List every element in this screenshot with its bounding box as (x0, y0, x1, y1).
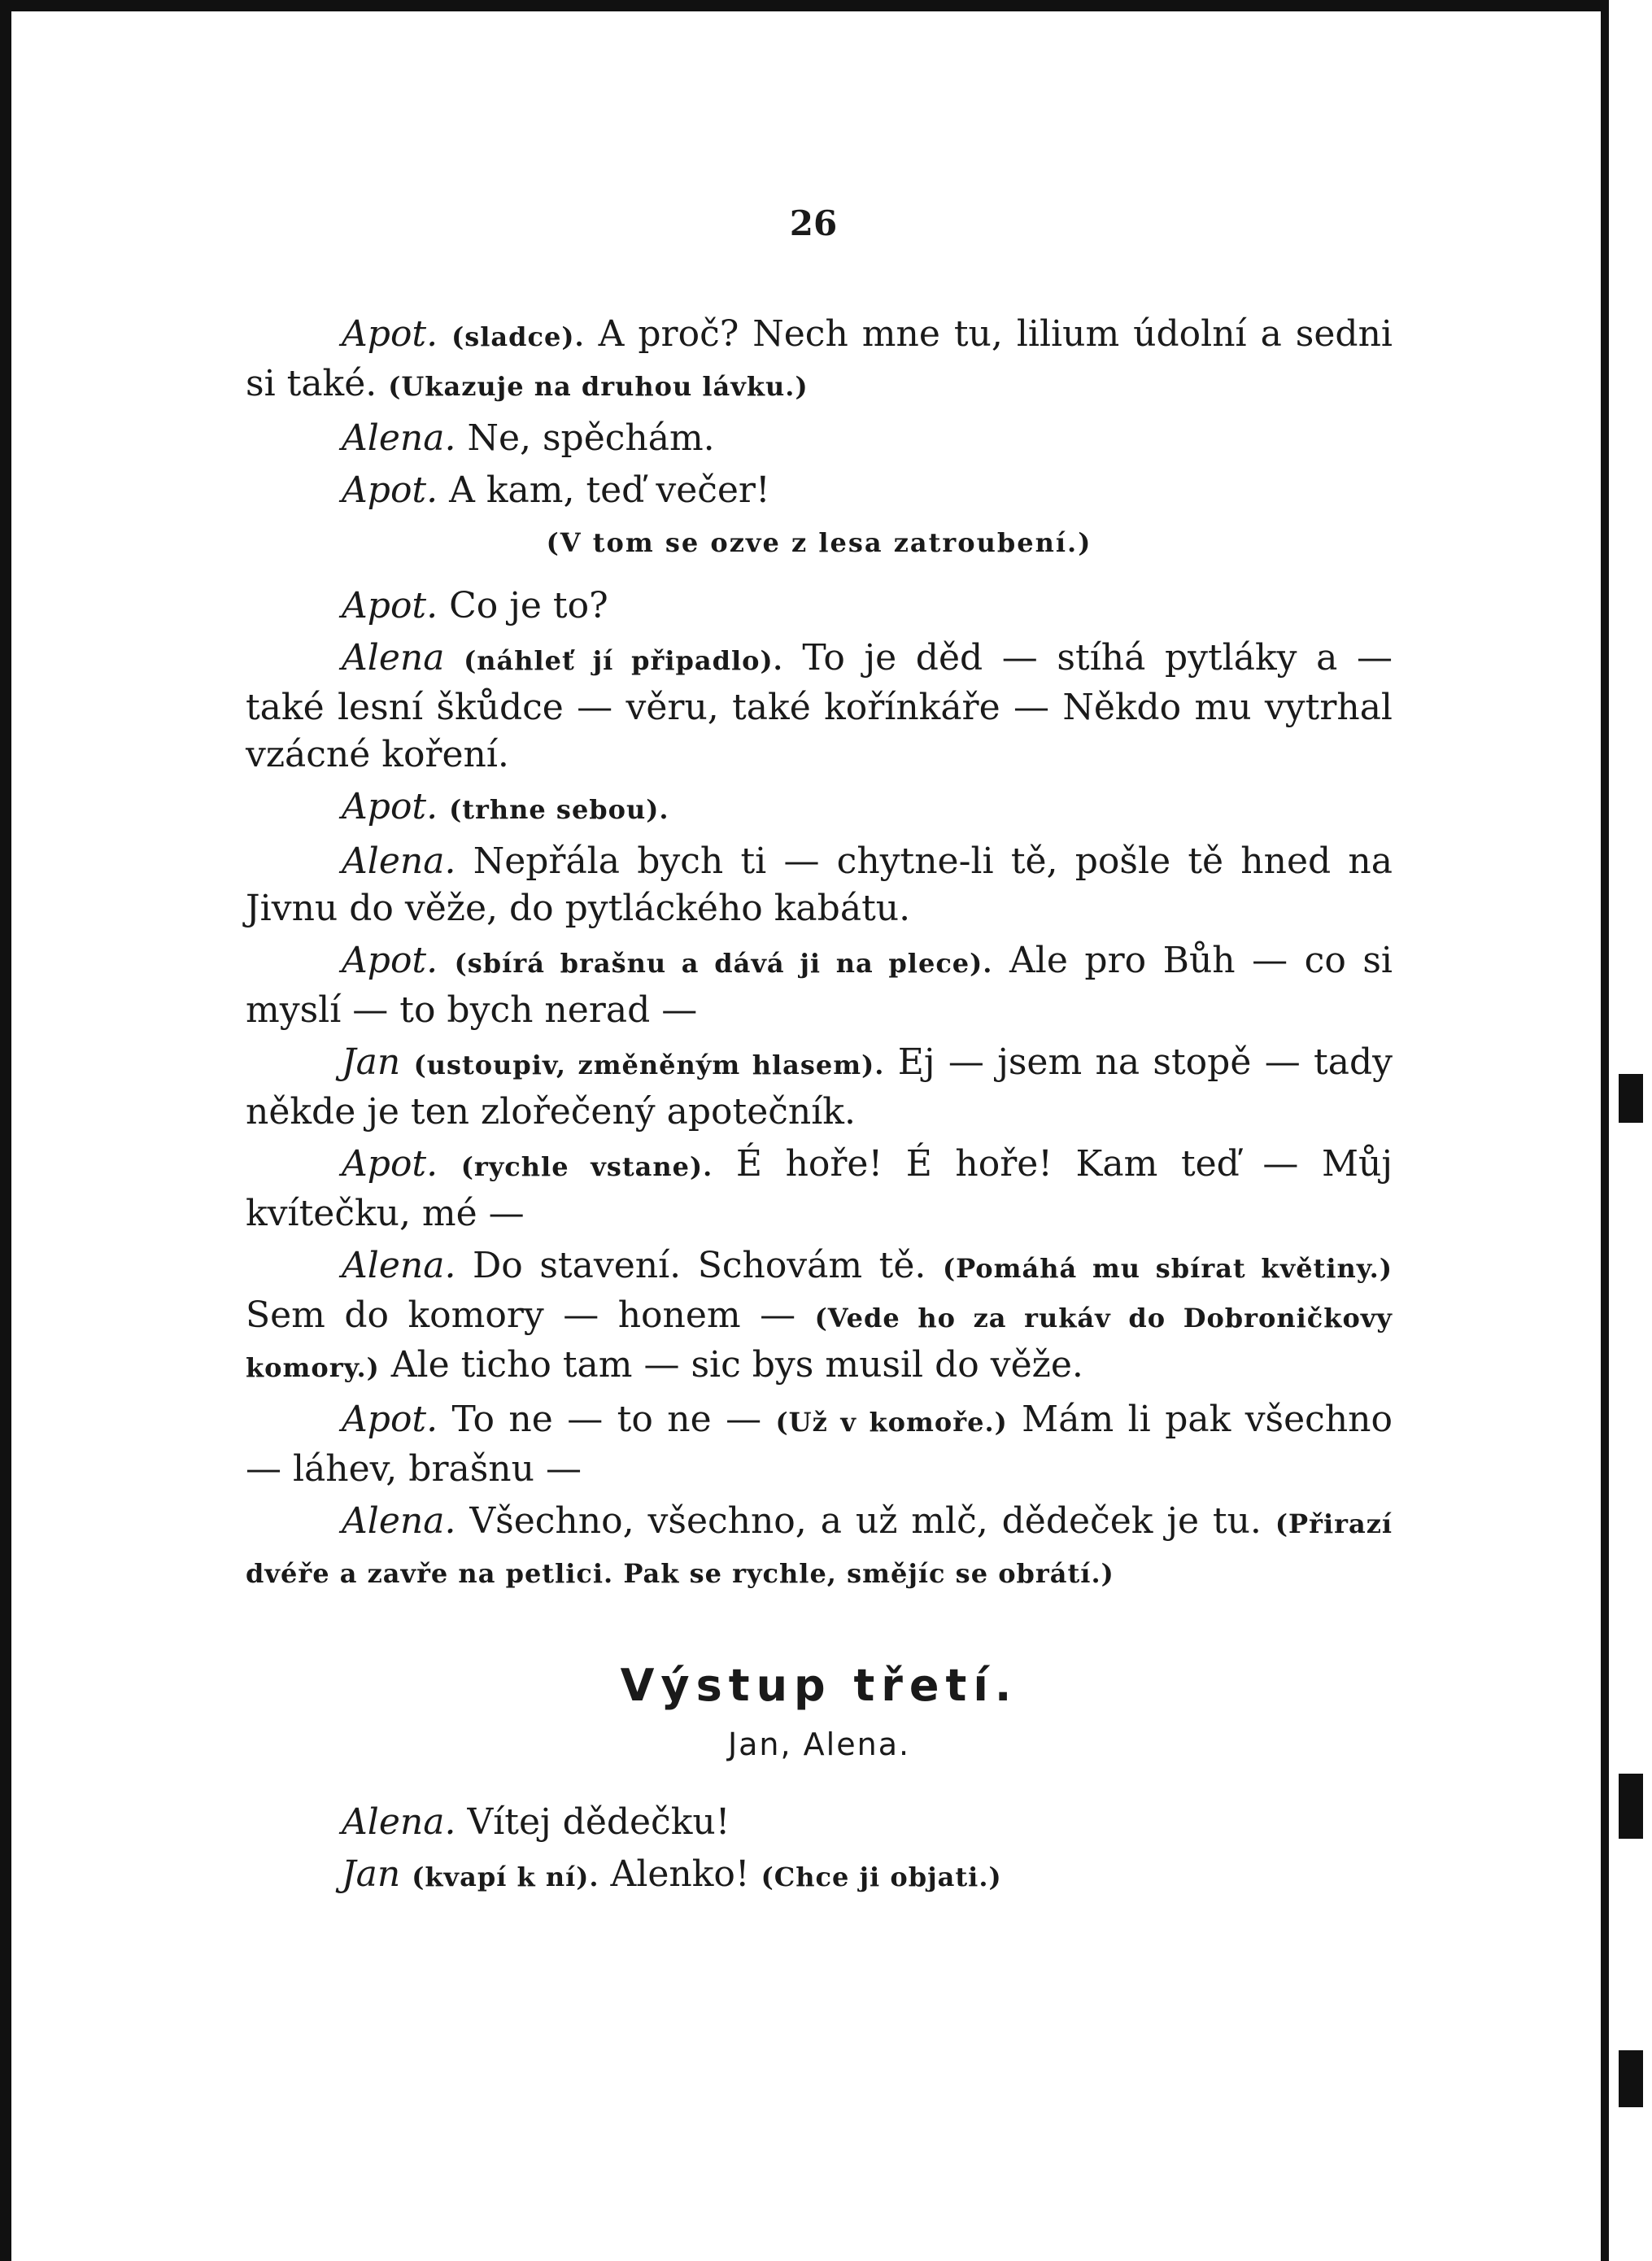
dialogue-paragraph (246, 1799, 1393, 1846)
dialogue-paragraph (246, 1242, 1393, 1391)
spoken-text: Nepřála bych ti — chytne-li tě, pošle tě hned na Jivnu do věže, do pytláckého kabátu. (246, 840, 1393, 929)
stage-direction: (kvapí k ní). (412, 1862, 599, 1892)
speaker-name: Alena. (342, 1245, 456, 1286)
page-number: 26 (789, 203, 838, 243)
dialogue-paragraph (246, 838, 1393, 932)
speaker-name: Apot. (342, 1143, 438, 1185)
dialogue-paragraph (246, 1141, 1393, 1237)
stage-direction: (sladce). (451, 321, 585, 352)
speaker-name: Apot. (342, 1399, 438, 1440)
stage-direction: (Už v komoře.) (775, 1407, 1008, 1438)
dialogue-paragraph (246, 415, 1393, 462)
stage-direction: (Chce ji objati.) (761, 1862, 1002, 1892)
spoken-text: Co je to? (449, 585, 608, 626)
dialogue-paragraph (246, 1851, 1393, 1901)
spoken-text: Ale ticho tam — sic bys musil do věže. (390, 1344, 1083, 1386)
speaker-name: Alena. (342, 1801, 456, 1843)
stage-direction: (Přirazí dvéře a zavře na petlici. Pak se rychle, smějíc se obrátí.) (246, 1508, 1393, 1589)
spoken-text: To je děd — stíhá pytláky a — také lesní škůdce — věru, také kořínkáře — Někdo mu vytrhal vzácné koření. (246, 637, 1393, 775)
spoken-text: Ej — jsem na stopě — tady někde je ten zlořečený apotečník. (246, 1041, 1393, 1133)
spoken-text: Sem do komory — honem — (246, 1294, 796, 1336)
dialogue-paragraph (246, 1396, 1393, 1493)
dialogue-paragraph (246, 467, 1393, 514)
stage-direction: (Vede ho za rukáv do Dobroničkovy komory.) (246, 1303, 1393, 1383)
dialogue-paragraph (246, 1039, 1393, 1136)
dialogue-paragraph (246, 311, 1393, 410)
speaker-name: Apot. (342, 585, 438, 626)
speaker-name: Alena. (342, 417, 456, 459)
dialogue-text (246, 311, 1393, 1905)
dialogue-block (246, 583, 1393, 1597)
dialogue-paragraph (246, 635, 1393, 779)
stage-direction-centered: (V tom se ozve z lesa zatroubení.) (546, 527, 1092, 558)
spoken-text: To ne — to ne — (451, 1399, 762, 1440)
scene-title: Výstup třetí. (620, 1660, 1018, 1711)
dialogue-block (246, 311, 1393, 514)
speaker-name: Jan (342, 1041, 401, 1083)
speaker-name: Apot. (342, 786, 438, 827)
speaker-name: Apot. (342, 313, 438, 355)
dialogue-paragraph (246, 1498, 1393, 1597)
stage-direction: (ustoupiv, změněným hlasem). (413, 1050, 885, 1080)
spoken-text: Ale pro Bůh — co si myslí — to bych nerad — (246, 940, 1393, 1031)
scene-cast: Jan, Alena. (727, 1726, 911, 1762)
spoken-text: Ne, spěchám. (467, 417, 715, 459)
spoken-text: A proč? Nech mne tu, lilium údolní a sedni si také. (246, 313, 1393, 404)
spoken-text: Alenko! (610, 1853, 750, 1895)
dialogue-paragraph (246, 937, 1393, 1034)
spoken-text: Mám li pak všechno — láhev, brašnu — (246, 1399, 1393, 1490)
spoken-text: Do stavení. Schovám tě. (473, 1245, 926, 1286)
speaker-name: Alena (342, 637, 445, 679)
speaker-name: Apot. (342, 469, 438, 511)
spoken-text: A kam, teď večer! (449, 469, 770, 511)
spoken-text: Vítej dědečku! (467, 1801, 730, 1843)
dialogue-paragraph (246, 583, 1393, 630)
stage-direction: (trhne sebou). (449, 794, 669, 825)
stage-direction: (rychle vstane). (460, 1151, 713, 1182)
dialogue-block (246, 1799, 1393, 1901)
stage-direction: (Ukazuje na druhou lávku.) (388, 371, 809, 402)
dialogue-paragraph (246, 783, 1393, 833)
speaker-name: Alena. (342, 840, 456, 882)
spoken-text: É hoře! É hoře! Kam teď — Můj kvítečku, mé — (246, 1143, 1393, 1234)
stage-direction: (sbírá brašnu a dává ji na plece). (454, 948, 993, 979)
speaker-name: Jan (342, 1853, 401, 1895)
stage-direction: (náhleť jí připadlo). (464, 645, 783, 676)
speaker-name: Alena. (342, 1500, 456, 1542)
stage-direction: (Pomáhá mu sbírat květiny.) (942, 1253, 1393, 1284)
spoken-text: Všechno, všechno, a už mlč, dědeček je tu. (469, 1500, 1262, 1542)
speaker-name: Apot. (342, 940, 438, 981)
